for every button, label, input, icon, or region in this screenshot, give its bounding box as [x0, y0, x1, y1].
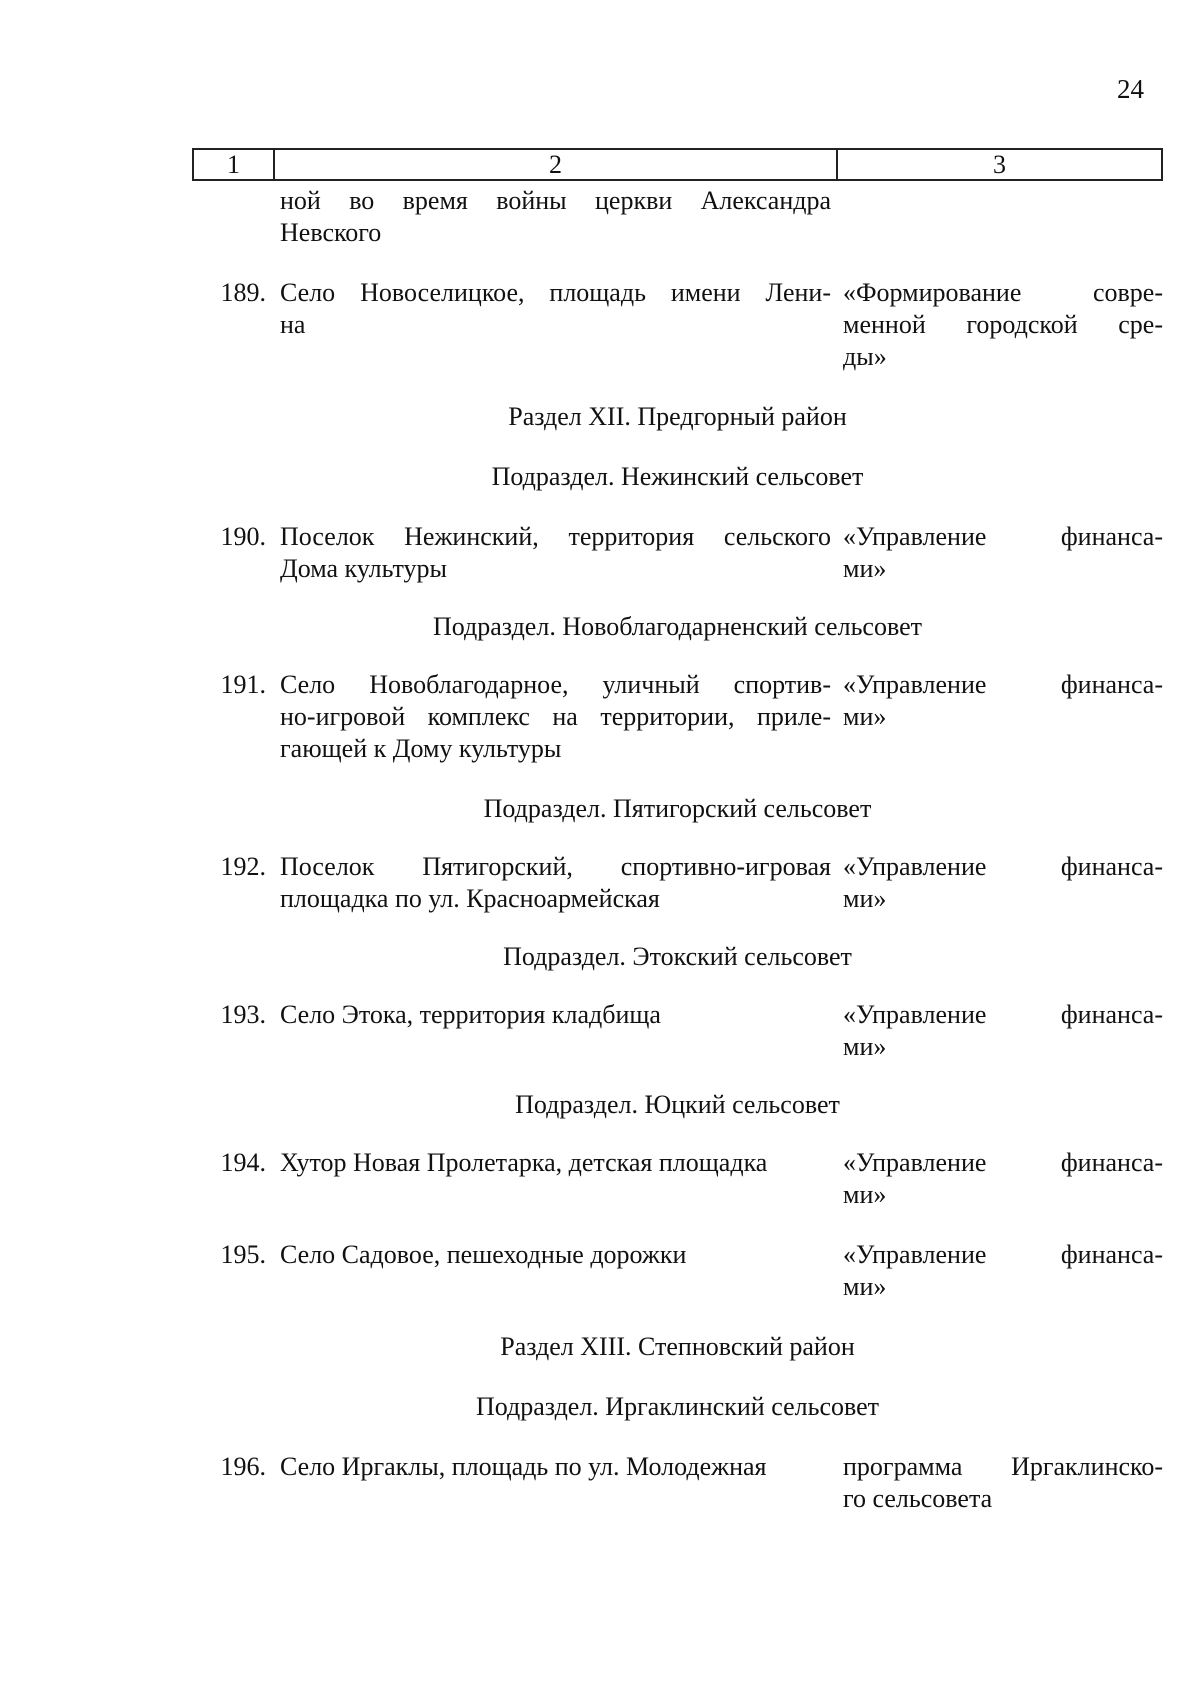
section-heading: Раздел XIII. Степновский район [500, 1332, 855, 1361]
program-line: ми» [843, 702, 887, 731]
section-heading: Подраздел. Новоблагодарненский сельсовет [432, 612, 922, 641]
section-heading: Подраздел. Пятигорский сельсовет [483, 794, 872, 823]
table-row [192, 521, 1163, 585]
table-row [192, 185, 1163, 249]
description-line: площадка по ул. Красноармейская [280, 884, 660, 913]
table-row [192, 999, 1163, 1063]
program-line: «Управление финанса- [843, 1240, 1163, 1269]
table-body [192, 185, 1163, 1515]
program-line: ды» [843, 342, 887, 371]
program-line: ми» [843, 1272, 887, 1301]
row-number: 193. [220, 1000, 266, 1029]
row-description [280, 999, 841, 1063]
description-line: Село Этока, территория кладбища [280, 1000, 661, 1029]
table-row [192, 669, 1163, 765]
row-description [280, 185, 841, 249]
description-line: Невского [280, 218, 382, 247]
description-line: но-игровой комплекс на территории, приле- [280, 702, 831, 731]
row-program [841, 1451, 1163, 1515]
program-line: го сельсовета [843, 1484, 993, 1513]
program-line: «Управление финанса- [843, 1148, 1163, 1177]
program-line: «Формирование совре- [843, 278, 1163, 307]
column-header-2: 2 [275, 150, 838, 179]
program-line: программа Иргаклинско- [843, 1452, 1163, 1481]
section-heading: Подраздел. Нежинский сельсовет [491, 462, 864, 491]
program-line: «Управление финанса- [843, 522, 1163, 551]
program-line: «Управление финанса- [843, 1000, 1163, 1029]
row-description [280, 1451, 841, 1515]
program-line: ми» [843, 554, 887, 583]
column-header-1: 1 [194, 150, 275, 179]
row-description [280, 1239, 841, 1303]
row-description [280, 851, 841, 915]
row-number: 191. [220, 670, 266, 699]
section-heading: Подраздел. Юцкий сельсовет [515, 1090, 840, 1119]
program-line: «Управление финанса- [843, 852, 1163, 881]
program-line: ми» [843, 1180, 887, 1209]
row-program [841, 521, 1163, 585]
row-number: 189. [220, 278, 266, 307]
row-number: 194. [220, 1148, 266, 1177]
program-line: ми» [843, 1032, 887, 1061]
description-line: ной во время войны церкви Александра [280, 186, 831, 215]
program-line: менной городской сре- [843, 310, 1163, 339]
description-line: Село Садовое, пешеходные дорожки [280, 1240, 687, 1269]
program-line: «Управление финанса- [843, 670, 1163, 699]
row-number: 192. [220, 852, 266, 881]
row-description [280, 669, 841, 765]
description-line: Село Новоселицкое, площадь имени Лени- [280, 278, 831, 307]
row-number: 196. [220, 1452, 266, 1481]
row-number [192, 185, 280, 249]
description-line: Поселок Нежинский, территория сельского [280, 522, 831, 551]
table-row [192, 1147, 1163, 1211]
row-program [841, 277, 1163, 373]
row-program [841, 1239, 1163, 1303]
row-description [280, 277, 841, 373]
program-line: ми» [843, 884, 887, 913]
section-heading: Подраздел. Иргаклинский сельсовет [475, 1392, 880, 1421]
row-description [280, 521, 841, 585]
table-row [192, 1239, 1163, 1303]
description-line: гающей к Дому культуры [280, 734, 562, 763]
row-number: 190. [220, 522, 266, 551]
row-number: 195. [220, 1240, 266, 1269]
description-line: Дома культуры [280, 554, 448, 583]
row-description [280, 1147, 841, 1211]
section-heading: Подраздел. Этокский сельсовет [503, 942, 852, 971]
table-row [192, 1451, 1163, 1515]
description-line: Село Новоблагодарное, уличный спортив- [280, 670, 831, 699]
section-heading: Раздел XII. Предгорный район [508, 402, 847, 431]
row-program [841, 1147, 1163, 1211]
table-row [192, 277, 1163, 373]
description-line: Хутор Новая Пролетарка, детская площадка [280, 1148, 768, 1177]
description-line: Поселок Пятигорский, спортивно-игровая [280, 852, 831, 881]
row-program [841, 999, 1163, 1063]
description-line: Село Иргаклы, площадь по ул. Молодежная [280, 1452, 767, 1481]
column-header-3: 3 [993, 149, 1006, 179]
row-program [841, 185, 1163, 249]
table-row [192, 851, 1163, 915]
description-line: на [280, 310, 306, 339]
page-number: 24 [1117, 74, 1144, 104]
row-program [841, 669, 1163, 765]
table-header-row [192, 148, 1163, 181]
row-program [841, 851, 1163, 915]
